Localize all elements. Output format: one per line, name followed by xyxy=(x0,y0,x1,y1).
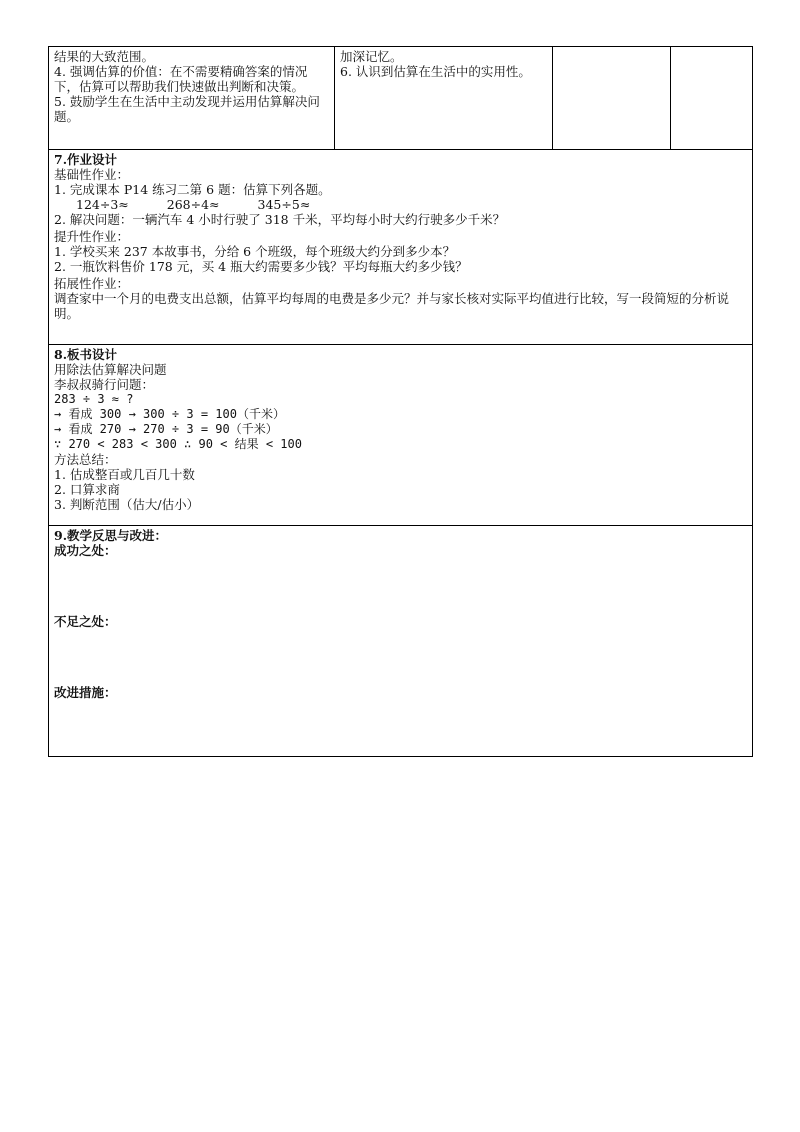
homework-row xyxy=(49,150,753,345)
board-line-6: ∵ 270 < 283 < 300 ∴ 90 < 结果 < 100 xyxy=(54,437,302,451)
improve-item-1: 1. 学校买来 237 本故事书，分给 6 个班级，每个班级大约分到多少本？ xyxy=(54,244,456,259)
basic-item-1: 1. 完成课本 P14 练习二第 6 题：估算下列各题。 xyxy=(54,182,331,197)
reflection-title: 9.教学反思与改进： xyxy=(54,528,168,543)
teacher-activity-cell xyxy=(49,47,335,150)
board-cell xyxy=(49,345,753,526)
improve-label: 改进措施： xyxy=(54,685,117,700)
success-space xyxy=(54,558,748,614)
calc-line xyxy=(54,197,748,212)
success-label: 成功之处： xyxy=(54,543,117,558)
homework-cell xyxy=(49,150,753,345)
calc-1: 124÷3≈ xyxy=(76,197,129,212)
board-line-7: 方法总结： xyxy=(54,452,117,467)
shortfall-label: 不足之处： xyxy=(54,614,117,629)
col2-line-2: 6. 认识到估算在生活中的实用性。 xyxy=(340,64,531,79)
board-line-5: → 看成 270 → 270 ÷ 3 = 90（千米） xyxy=(54,422,278,436)
board-line-4: → 看成 300 → 300 ÷ 3 = 100（千米） xyxy=(54,407,285,421)
empty-cell-3 xyxy=(553,47,671,150)
extend-text: 调查家中一个月的电费支出总额，估算平均每周的电费是多少元？并与家长核对实际平均值进行比较，写一段简短的分析说明。 xyxy=(54,291,730,321)
board-row xyxy=(49,345,753,526)
board-line-8: 1. 估成整百或几百几十数 xyxy=(54,467,195,482)
goals-continuation-row xyxy=(49,47,753,150)
col1-line-2: 4. 强调估算的价值：在不需要精确答案的情况下，估算可以帮助我们快速做出判断和决策。 xyxy=(54,64,308,94)
calc-2: 268÷4≈ xyxy=(166,197,220,212)
board-title: 8.板书设计 xyxy=(54,347,118,362)
improve-label: 提升性作业： xyxy=(54,229,130,244)
document-page xyxy=(48,46,752,757)
extend-label: 拓展性作业： xyxy=(54,276,130,291)
student-activity-cell xyxy=(335,47,553,150)
col2-line-1: 加深记忆。 xyxy=(340,49,403,64)
board-line-9: 2. 口算求商 xyxy=(54,482,120,497)
improve-item-2: 2. 一瓶饮料售价 178 元，买 4 瓶大约需要多少钱？平均每瓶大约多少钱？ xyxy=(54,259,468,274)
col1-line-3: 5. 鼓励学生在生活中主动发现并运用估算解决问题。 xyxy=(54,94,320,124)
col1-line-1: 结果的大致范围。 xyxy=(54,49,155,64)
board-line-10: 3. 判断范围（估大/估小） xyxy=(54,497,200,512)
board-line-1: 用除法估算解决问题 xyxy=(54,362,167,377)
board-line-2: 李叔叔骑行问题： xyxy=(54,377,155,392)
board-line-3: 283 ÷ 3 ≈ ? xyxy=(54,392,134,406)
lesson-plan-table xyxy=(48,46,753,757)
homework-title: 7.作业设计 xyxy=(54,152,118,167)
reflection-row xyxy=(49,526,753,757)
calc-3: 345÷5≈ xyxy=(257,197,311,212)
basic-item-2: 2. 解决问题：一辆汽车 4 小时行驶了 318 千米，平均每小时大约行驶多少千米？ xyxy=(54,212,506,227)
empty-cell-4 xyxy=(671,47,753,150)
reflection-cell xyxy=(49,526,753,757)
basic-label: 基础性作业： xyxy=(54,167,130,182)
shortfall-space xyxy=(54,629,748,685)
